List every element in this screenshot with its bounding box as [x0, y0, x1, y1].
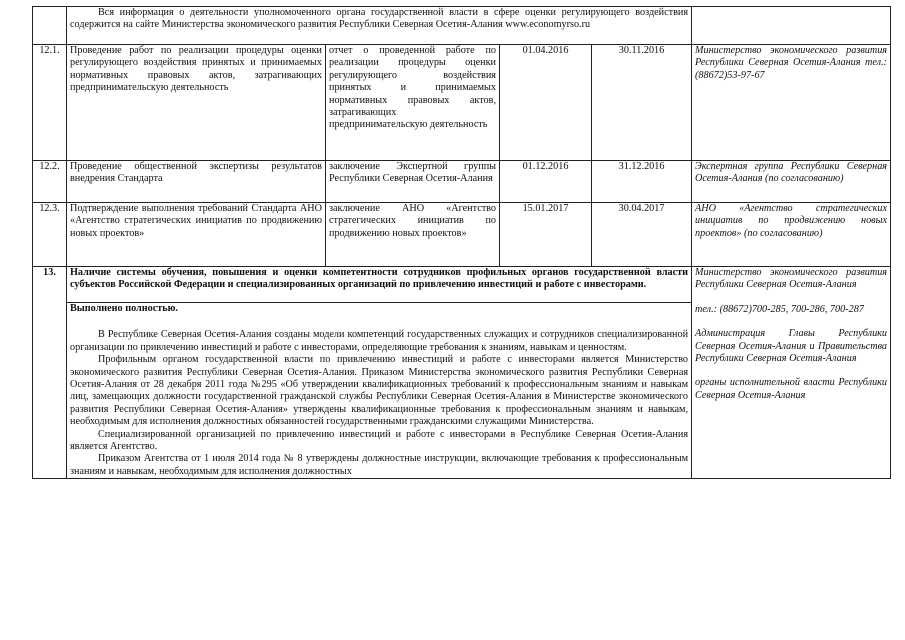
plan-table — [32, 6, 891, 479]
row-end-date: 30.11.2016 — [592, 45, 692, 161]
section-status: Выполнено полностью. — [70, 303, 178, 314]
row-number: 12.1. — [33, 45, 67, 161]
section-responsible-phone: тел.: (88672)700-285, 700-286, 700-287 — [695, 303, 864, 315]
row-action: Проведение общественной экспертизы результатов внедрения Стандарта — [67, 161, 326, 203]
section-responsible-administration: Администрация Главы Республики Северная Осетия-Алания и Правительства Республики Северная Осетия-Алания — [695, 328, 888, 365]
section-responsible-ministry: Министерство экономического развития Республики Северная Осетия-Алания — [695, 267, 888, 291]
table-row — [33, 161, 891, 203]
row-end-date: 31.12.2016 — [592, 161, 692, 203]
section-title: Наличие системы обучения, повышения и оценки компетентности сотрудников профильных органов государственной власти субъектов Российской Федерации и специализированных организаций по привлечению инвестиций и работе с инвесторами. — [67, 267, 692, 303]
row-responsible: Министерство экономического развития Республики Северная Осетия-Алания тел.:(88672)53-97-67 — [692, 45, 891, 161]
info-row-text — [67, 7, 692, 45]
section-responsible — [692, 267, 891, 479]
info-row-resp-cell — [692, 7, 891, 45]
row-result: отчет о проведенной работе по реализации процедуры оценки регулирующего воздействия принятых и принимаемых нормативных правовых актов, затрагивающих предпринимательскую деятельность — [326, 45, 500, 161]
row-start-date: 15.01.2017 — [500, 203, 592, 267]
row-responsible: АНО «Агентство стратегических инициатив по продвижению новых проектов» (по согласованию) — [692, 203, 891, 267]
row-action: Подтверждение выполнения требований Стандарта АНО «Агентство стратегических инициатив по продвижению новых проектов» — [67, 203, 326, 267]
row-start-date: 01.04.2016 — [500, 45, 592, 161]
info-row — [33, 7, 891, 45]
section-13-header-row — [33, 267, 891, 303]
row-end-date: 30.04.2017 — [592, 203, 692, 267]
row-result: заключение АНО «Агентство стратегических инициатив по продвижению новых проектов» — [326, 203, 500, 267]
section-paragraph: Специализированной организацией по привлечению инвестиций и работе с инвесторами в Республике Северная Осетия-Алания является Агентство. — [70, 428, 689, 453]
section-body — [67, 303, 692, 479]
row-start-date: 01.12.2016 — [500, 161, 592, 203]
row-action: Проведение работ по реализации процедуры оценки регулирующего воздействия принятых и принимаемых нормативных правовых актов, затрагивающих предпринимательскую деятельность — [67, 45, 326, 161]
row-number: 12.2. — [33, 161, 67, 203]
info-text: Вся информация о деятельности уполномоченного органа государственной власти в сфере оценки регулирующего воздействия содержится на сайте Министерства экономического развития Республики Северная Осетия-Алания — [70, 7, 689, 31]
row-number: 12.3. — [33, 203, 67, 267]
section-responsible-executive-bodies: органы исполнительной власти Республики Северная Осетия-Алания — [695, 377, 888, 401]
section-paragraph: Приказом Агентства от 1 июля 2014 года № 8 утверждены должностные инструкции, включающие требования к профессиональным знаниям и навыкам, необходимым для исполнения должностных — [70, 453, 689, 477]
section-paragraph: В Республике Северная Осетия-Алания созданы модели компетенций государственных служащих и сотрудников специализированной организации по привлечению инвестиций и работе с инвесторами, определяющие требования к знаниям, навыкам и ценностям. — [70, 329, 689, 353]
table-row — [33, 203, 891, 267]
website-link[interactable]: www.economyrso.ru — [505, 19, 591, 31]
row-result: заключение Экспертной группы Республики Северная Осетия-Алания — [326, 161, 500, 203]
row-responsible: Экспертная группа Республики Северная Осетия-Алания (по согласованию) — [692, 161, 891, 203]
section-paragraph: Профильным органом государственной власти по привлечению инвестиций и работе с инвесторами является Министерство экономического развития Республики Северная Осетия-Алания. Приказом Министерства экономического развития Республики Северная Осетия-Алания от 28 декабря 2011 года №295 «Об утверждении квалификационных требований к профессиональным знаниям и навыкам лиц, замещающих должности государственной гражданской службы Республики Северная Осетия-Алания в Министерстве экономического развития Республики Северная Осетия-Алания» утверждены квалификационные требования к профессиональным знаниям и навыкам, необходимым для исполнения должностных обязанностей государственными гражданскими служащими Министерства. — [70, 354, 689, 428]
section-number: 13. — [33, 267, 67, 479]
info-row-num-cell — [33, 7, 67, 45]
table-row — [33, 45, 891, 161]
